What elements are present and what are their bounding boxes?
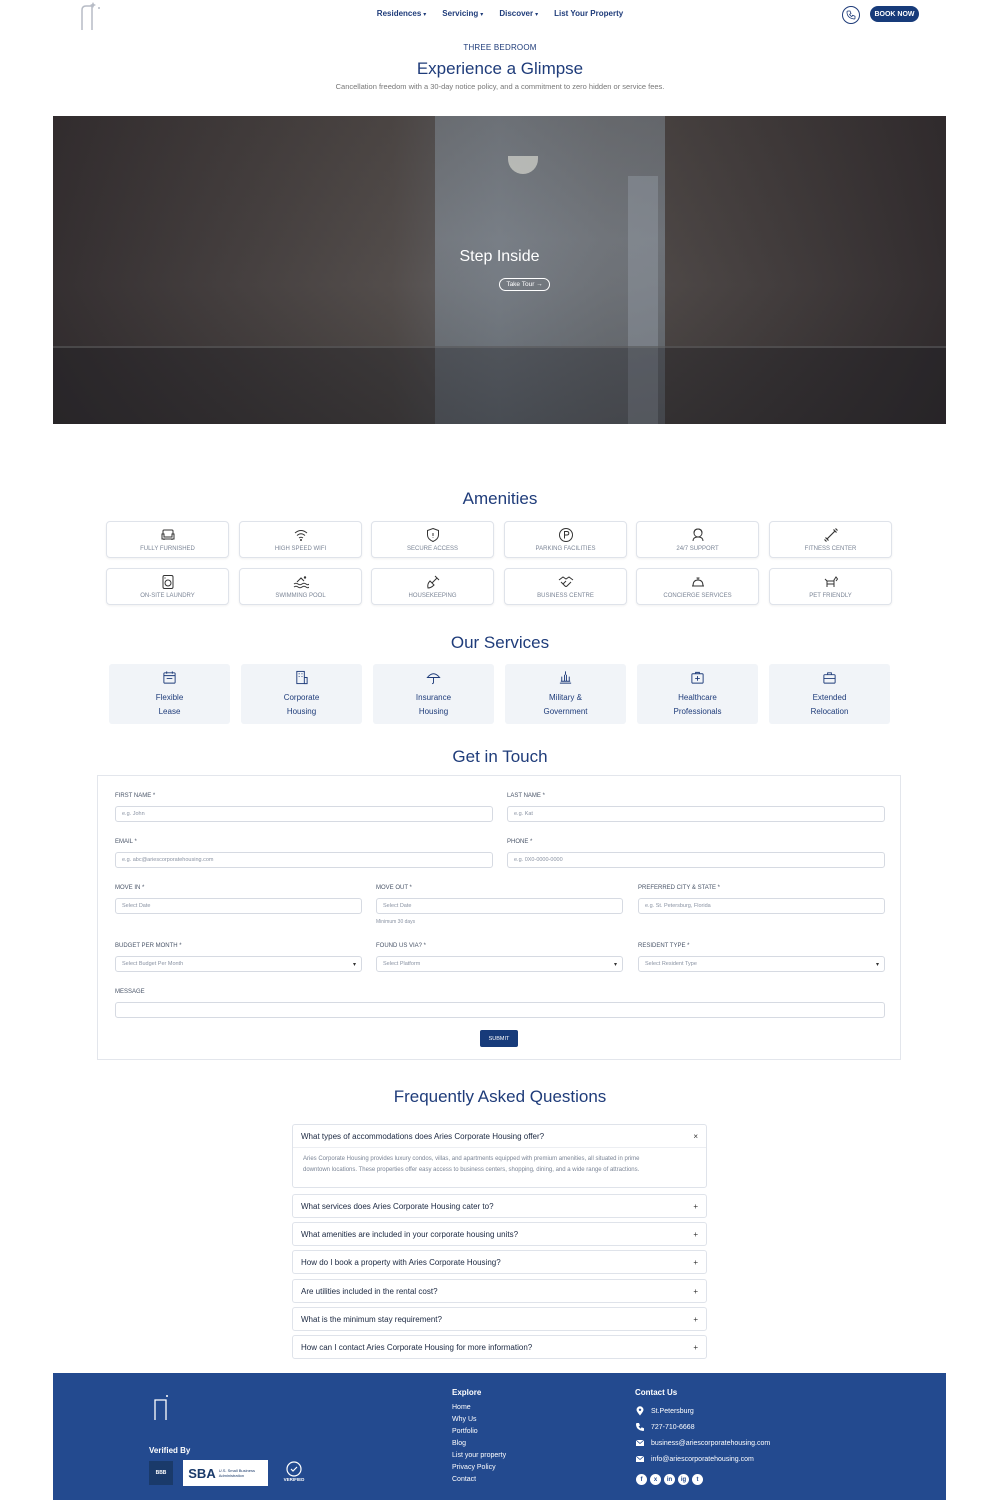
budget-select[interactable] [115,956,362,972]
pool-icon [293,574,309,590]
submit-button[interactable]: SUBMIT [480,1030,518,1047]
amenity-label: 24/7 SUPPORT [676,546,719,552]
shield-icon [425,527,441,543]
chevron-down-icon: ▾ [535,12,539,18]
amenity-label: FULLY FURNISHED [140,546,195,552]
government-icon [558,670,573,685]
contact-location [635,1403,770,1419]
book-now-button[interactable]: BOOK NOW [870,6,919,22]
resident-type-select-value: Select Resident Type [645,961,697,967]
page-subtitle: Cancellation freedom with a 30-day notice policy, and a commitment to zero hidden or service fees. [335,82,665,91]
service-label-1: Insurance [415,692,452,702]
faq-question[interactable] [293,1125,706,1147]
amenity-label: PARKING FACILITIES [535,546,596,552]
amenity-label: SWIMMING POOL [275,593,326,599]
faq-question-text: How can I contact Aries Corporate Housing for more information? [301,1342,533,1352]
budget-select-value: Select Budget Per Month [122,961,184,967]
building-icon [294,670,309,685]
service-label-1: Extended [812,692,847,702]
faq-answer-line: downtown locations. These properties offer easy access to business centers, shopping, dining, and a wide range of attractions. [303,1167,640,1173]
amenity-label: SECURE ACCESS [406,546,458,552]
linkedin-icon[interactable]: in [664,1474,675,1485]
faq-question-text: What services does Aries Corporate Housing cater to? [301,1201,494,1211]
amenity-label: HOUSEKEEPING [408,593,457,599]
plus-icon[interactable]: + [693,1286,698,1296]
amenity-support [636,521,759,558]
plus-icon[interactable]: + [693,1201,698,1211]
hero-title: Step Inside [459,248,540,265]
hero-wainscot-image [53,346,946,424]
footer-link-contact[interactable]: Contact [452,1476,477,1483]
faq-item[interactable] [292,1307,707,1331]
dropdown-arrow-icon: ▾ [875,961,879,968]
medical-kit-icon [690,670,705,685]
bell-icon [690,574,706,590]
footer-link-privacy[interactable]: Privacy Policy [452,1464,496,1471]
faq-item[interactable] [292,1222,707,1246]
city-input[interactable]: e.g. St. Petersburg, Florida [638,898,885,914]
nav-label: List Your Property [554,9,624,18]
contact-email-text: business@ariescorporatehousing.com [651,1439,771,1447]
amenity-fitness [769,521,892,558]
amenity-parking [504,521,627,558]
services-title: Our Services [450,633,550,652]
move-in-date-input[interactable]: Select Date [115,898,362,914]
amenity-concierge [636,568,759,605]
platform-select[interactable] [376,956,623,972]
service-healthcare[interactable] [637,664,758,724]
service-label-2: Relocation [810,706,849,716]
verified-shield-icon [286,1461,302,1477]
facebook-icon[interactable]: f [636,1474,647,1485]
amenity-secure-access [371,521,494,558]
chevron-down-icon: ▾ [423,12,427,18]
contact-email-text: info@ariescorporatehousing.com [651,1455,754,1463]
faq-item[interactable] [292,1279,707,1303]
parking-icon [558,527,574,543]
sba-caption: U.S. Small Business Administration [218,1468,255,1478]
nav-label: Discover [499,9,534,18]
nav-discover[interactable] [499,9,538,18]
verified-by-label: Verified By [149,1446,191,1455]
plus-icon[interactable]: + [693,1229,698,1239]
phone-button[interactable] [842,6,860,24]
amenity-label: HIGH SPEED WIFI [274,546,327,552]
amenity-wifi [239,521,362,558]
nav-servicing[interactable] [442,9,483,18]
faq-item[interactable] [292,1335,707,1359]
sofa-icon [160,527,176,543]
platform-select-value: Select Platform [383,961,421,967]
x-twitter-icon[interactable]: x [650,1474,661,1485]
amenity-housekeeping [371,568,494,605]
support-icon [690,527,706,543]
calendar-icon [162,670,177,685]
service-insurance-housing[interactable] [373,664,494,724]
mail-icon [635,1438,645,1448]
dumbbell-icon [823,527,839,543]
take-tour-button[interactable]: Take Tour → [499,278,550,291]
service-label-1: Military & [549,692,582,702]
city-label: PREFERRED CITY & STATE * [638,885,721,891]
amenity-label: CONCIERGE SERVICES [663,593,732,599]
faq-question-text: Are utilities included in the rental cost? [301,1286,438,1296]
service-flexible-lease[interactable] [109,664,230,724]
plus-icon[interactable]: + [693,1314,698,1324]
location-pin-icon [635,1406,645,1416]
footer-link-home[interactable]: Home [452,1404,471,1411]
amenity-label: BUSINESS CENTRE [537,593,594,599]
nav-list-property[interactable] [554,9,623,18]
verified-badge-text: VERIFIED [283,1477,305,1482]
amenity-pool [239,568,362,605]
page-title: Experience a Glimpse [416,59,584,78]
amenity-business-centre [504,568,627,605]
bbb-badge[interactable]: BBB [149,1461,173,1485]
briefcase-icon [822,670,837,685]
chevron-down-icon: ▾ [480,12,484,18]
footer-explore-title: Explore [452,1388,482,1397]
contact-form-title: Get in Touch [452,747,548,766]
contact-email-business[interactable] [635,1435,770,1451]
service-label-1: Healthcare [678,692,717,702]
footer-explore-links [452,1402,506,1486]
phone-input[interactable]: e.g. 0X0-0000-0000 [507,852,885,868]
service-corporate-housing[interactable] [241,664,362,724]
faq-item-open[interactable] [292,1124,707,1188]
email-input[interactable]: e.g. abc@ariescorporatehousing.com [115,852,493,868]
instagram-icon[interactable]: ig [678,1474,689,1485]
dropdown-arrow-icon: ▾ [613,961,617,968]
service-label-2: Government [543,706,588,716]
dog-icon [823,574,839,590]
footer-logo-icon[interactable] [152,1393,170,1421]
faq-question-text: What is the minimum stay requirement? [301,1314,442,1324]
service-label-2: Housing [286,706,317,716]
phone-label: PHONE * [507,839,533,845]
verified-badge[interactable] [280,1461,308,1487]
last-name-input[interactable]: e.g. Kat [507,806,885,822]
amenity-label: ON-SITE LAUNDRY [140,593,195,599]
plus-icon[interactable]: + [693,1257,698,1267]
message-label: MESSAGE [115,989,145,995]
nav-residences[interactable] [377,9,426,18]
service-label-1: Corporate [283,692,320,702]
faq-answer [293,1147,706,1184]
broom-icon [425,574,441,590]
close-icon[interactable]: × [693,1131,698,1141]
footer-link-blog[interactable]: Blog [452,1440,467,1447]
phone-icon [635,1422,645,1432]
service-label-2: Professionals [673,706,722,716]
found-us-label: FOUND US VIA? * [376,943,427,949]
sba-logo-text: SBA [188,1465,216,1481]
service-label-2: Housing [418,706,449,716]
faq-question-text: How do I book a property with Aries Corporate Housing? [301,1257,501,1267]
faq-answer-line: Aries Corporate Housing provides luxury condos, villas, and apartments equipped with premium amenities, all situated in prime [303,1156,640,1162]
move-in-label: MOVE IN * [115,885,145,891]
nav-label: Residences [376,9,422,18]
amenities-title: Amenities [462,489,538,508]
last-name-label: LAST NAME * [507,793,545,799]
amenity-fully-furnished [106,521,229,558]
umbrella-icon [426,670,441,685]
service-label-1: Flexible [155,692,184,702]
faq-item[interactable] [292,1194,707,1218]
amenity-label: PET FRIENDLY [809,593,852,599]
mail-icon [635,1454,645,1464]
footer-link-list-property[interactable]: List your property [452,1452,507,1459]
handshake-icon [558,574,574,590]
faq-question-text: What amenities are included in your corporate housing units? [301,1229,519,1239]
first-name-label: FIRST NAME * [115,793,156,799]
plus-icon[interactable]: + [693,1342,698,1352]
message-input[interactable] [115,1002,885,1018]
nav-label: Servicing [442,9,479,18]
service-military-government[interactable] [505,664,626,724]
footer-contact-list [635,1403,770,1467]
hero-tour-banner [53,116,946,424]
move-out-hint: Minimum 30 days [376,919,416,925]
tiktok-icon[interactable]: t [692,1474,703,1485]
faq-item[interactable] [292,1250,707,1274]
budget-label: BUDGET PER MONTH * [115,943,182,949]
service-extended-relocation[interactable] [769,664,890,724]
contact-phone-text: 727-710-6668 [651,1423,695,1431]
resident-type-label: RESIDENT TYPE * [638,943,690,949]
footer-link-portfolio[interactable]: Portfolio [452,1428,478,1435]
phone-icon [846,10,856,20]
first-name-input[interactable]: e.g. John [115,806,493,822]
move-out-label: MOVE OUT * [376,885,412,891]
amenity-pet-friendly [769,568,892,605]
move-out-date-input[interactable]: Select Date [376,898,623,914]
amenity-laundry [106,568,229,605]
resident-type-select[interactable] [638,956,885,972]
faq-title: Frequently Asked Questions [393,1087,607,1106]
amenity-label: FITNESS CENTER [804,546,857,552]
social-links [636,1474,703,1485]
wifi-icon [293,527,309,543]
washer-icon [160,574,176,590]
eyebrow-label: THREE BEDROOM [463,43,537,52]
contact-phone[interactable] [635,1419,770,1435]
sba-badge[interactable] [183,1460,268,1486]
faq-question-text: What types of accommodations does Aries Corporate Housing offer? [301,1131,545,1141]
dropdown-arrow-icon: ▾ [352,961,356,968]
footer-contact-title: Contact Us [635,1388,678,1397]
service-label-2: Lease [158,706,181,716]
email-label: EMAIL * [115,839,137,845]
contact-location-text: St.Petersburg [651,1407,694,1415]
contact-email-info[interactable] [635,1451,770,1467]
site-footer [53,1373,946,1500]
footer-link-why-us[interactable]: Why Us [452,1416,477,1423]
